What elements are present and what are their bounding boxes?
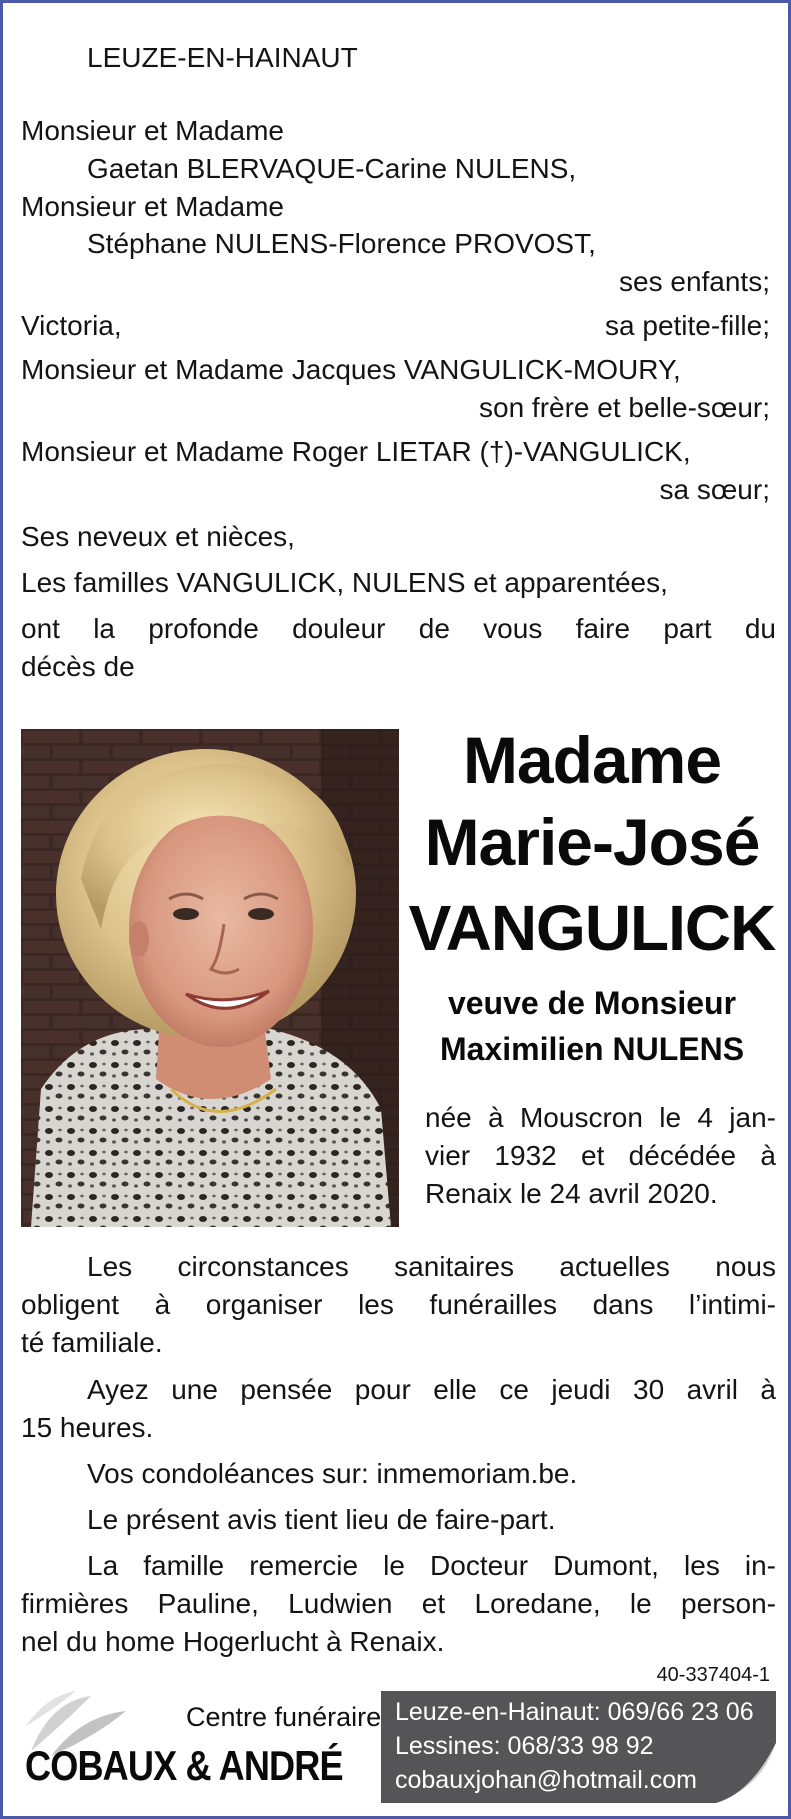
- relation-children: ses enfants;: [619, 266, 770, 297]
- funeral-home-label: Centre funéraire: [186, 1702, 382, 1732]
- contact-email: cobauxjohan@hotmail.com: [395, 1766, 697, 1794]
- relation-sister: sa sœur;: [659, 474, 770, 505]
- family-line-2: Gaetan BLERVAQUE-Carine NULENS,: [87, 153, 577, 184]
- relation-brother: son frère et belle-sœur;: [479, 392, 770, 423]
- family-nephews: Ses neveux et nièces,: [21, 521, 295, 552]
- paragraph-2-line-1: Ayez une pensée pour elle ce jeudi 30 avril à: [87, 1374, 776, 1405]
- family-sister: Monsieur et Madame Roger LIETAR (†)-VANGULICK,: [21, 436, 691, 467]
- paragraph-2-line-2: 15 heures.: [21, 1412, 154, 1443]
- birth-line-2: vier 1932 et décédée à: [425, 1140, 776, 1171]
- location-heading: LEUZE-EN-HAINAUT: [87, 42, 358, 73]
- paragraph-condolences: Vos condoléances sur: inmemoriam.be.: [87, 1458, 578, 1489]
- paragraph-1-line-2: obligent à organiser les funérailles dans l’intimi-: [21, 1289, 776, 1320]
- page-curl-icon: [716, 1743, 776, 1803]
- deceased-title: Madame: [462, 723, 722, 797]
- widow-line-1: veuve de Monsieur: [447, 985, 737, 1021]
- family-line-3: Monsieur et Madame: [21, 191, 285, 222]
- portrait-photo: [21, 729, 399, 1227]
- widow-line-2: Maximilien NULENS: [439, 1031, 745, 1067]
- paragraph-1-line-1: Les circonstances sanitaires actuelles nous: [87, 1251, 776, 1282]
- relation-granddaughter: sa petite-fille;: [605, 310, 770, 341]
- paragraph-1-line-3: té familiale.: [21, 1327, 163, 1358]
- family-victoria: Victoria,: [21, 310, 122, 341]
- contact-leuze: Leuze-en-Hainaut: 069/66 23 06: [395, 1698, 754, 1726]
- family-line-1: Monsieur et Madame: [21, 115, 285, 146]
- birth-line-1: née à Mouscron le 4 jan-: [425, 1102, 776, 1133]
- contact-lessines: Lessines: 068/33 98 92: [395, 1732, 654, 1760]
- deceased-last-name: VANGULICK: [408, 892, 776, 964]
- funeral-home-name: COBAUX & ANDRÉ: [25, 1742, 343, 1789]
- funeral-home-logo: [21, 1691, 382, 1803]
- family-brother: Monsieur et Madame Jacques VANGULICK-MOURY,: [21, 354, 681, 385]
- paragraph-5-line-1: La famille remercie le Docteur Dumont, les in-: [87, 1550, 776, 1581]
- contact-box: [381, 1691, 776, 1803]
- announcement-line-2: décès de: [21, 651, 135, 682]
- reference-number: 40-337404-1: [656, 1664, 770, 1686]
- deceased-first-name: Marie-José: [424, 805, 760, 879]
- birth-line-3: Renaix le 24 avril 2020.: [425, 1178, 718, 1209]
- paragraph-5-line-3: nel du home Hogerlucht à Renaix.: [21, 1626, 445, 1657]
- paragraph-5-line-2: firmières Pauline, Ludwien et Loredane, le person-: [21, 1588, 776, 1619]
- family-line-4: Stéphane NULENS-Florence PROVOST,: [87, 228, 596, 259]
- announcement-line-1: ont la profonde douleur de vous faire part du: [21, 613, 776, 644]
- family-families: Les familles VANGULICK, NULENS et apparentées,: [21, 567, 668, 598]
- paragraph-notice: Le présent avis tient lieu de faire-part.: [87, 1504, 556, 1535]
